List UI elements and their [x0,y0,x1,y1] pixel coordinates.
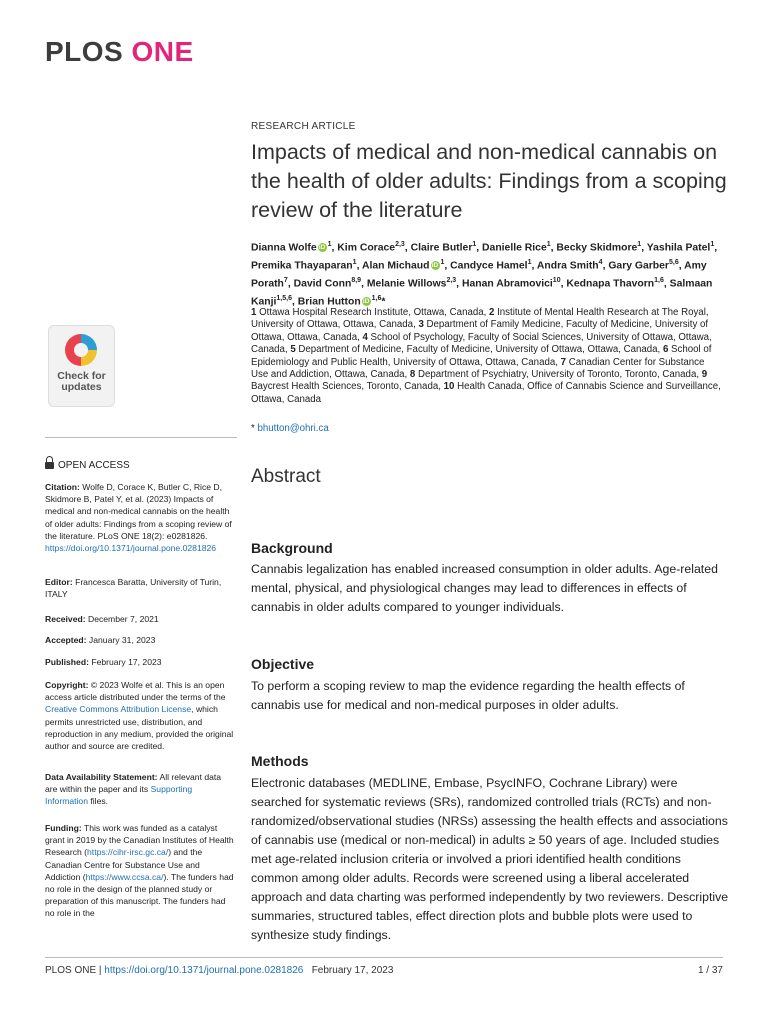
author-name[interactable]: , Melanie Willows [361,278,447,290]
author-name[interactable]: , Hanan Abramovici [456,278,553,290]
background-paragraph: Cannabis legalization has enabled increased consumption in older adults. Age-related mental, physical, and physiological changes may lead to differences in effects of cannabis in older adults compared to younger individuals. [251,562,718,614]
open-access-text: OPEN ACCESS [58,460,130,471]
journal-name-part2: ONE [131,36,194,67]
author-name[interactable]: , Gary Garber [602,260,669,272]
author-sup: 1 [637,241,642,248]
supporting-information-link[interactable]: Supporting Information [45,784,193,807]
affil-text: Department of Family Medicine, Faculty of Medicine, University of Ottawa, Ottawa, Canada, [251,319,709,343]
author-name[interactable]: , Salmaan Kanji [251,278,713,308]
open-lock-icon [45,462,54,469]
footer-divider [45,957,723,958]
data-availability-text: All relevant data are within the paper and its [45,772,222,795]
data-availability-block [45,771,235,808]
check-for-updates-badge[interactable] [48,325,115,407]
cihr-link[interactable]: https://cihr-irsc.gc.ca/ [87,847,169,858]
affil-num: 8 [409,369,416,381]
affil-num: 2 [489,307,495,318]
footer-separator: | [96,965,105,976]
data-availability-text: files. [88,796,109,807]
citation-label: Citation: [45,482,80,492]
author-name[interactable]: , Amy Porath [251,260,707,290]
author-name[interactable]: , David Conn [287,278,352,290]
abstract-heading: Abstract [251,466,321,487]
orcid-icon[interactable]: iD [362,298,370,306]
affil-num: 10 [443,381,455,393]
author-name[interactable]: , Kim Corace [331,242,396,254]
author-sup: 7 [283,276,288,284]
corresponding-author [251,423,329,434]
citation-text: Wolfe D, Corace K, Butler C, Rice D, Skidmore B, Patel Y, et al. (2023) Impacts of medical and non-medical cannabis on the health of older adults: Findings from a scoping review of the literature. PLoS ONE 18(2): e0281826. [45,482,232,541]
journal-logo[interactable] [45,36,194,68]
copyright-text: © 2023 Wolfe et al. This is an open access article distributed under the terms of the [45,680,226,703]
received-date: December 7, 2021 [85,614,159,624]
author-name[interactable]: , Premika Thayaparan [251,242,718,272]
author-name[interactable]: , Andra Smith [531,260,599,272]
author-sup: 4 [598,258,603,266]
check-updates-icon [65,334,97,366]
data-availability-label: Data Availability Statement: [45,772,158,782]
author-sup: 1 [440,258,445,266]
affil-text: Department of Psychiatry, University of Toronto, Toronto, Canada, [415,369,702,381]
author-sup: 10 [552,276,561,284]
author-sup: 5,6 [668,258,679,266]
accepted-date: January 31, 2023 [86,635,156,645]
published-block [45,656,235,668]
citation-block [45,481,235,554]
orcid-icon[interactable]: iD [431,262,439,270]
article-type: RESEARCH ARTICLE [251,121,356,132]
check-updates-text [49,371,114,393]
copyright-label: Copyright: [45,680,89,690]
editor-label: Editor: [45,577,73,587]
author-sup: 1 [472,241,477,248]
affil-text: Ottawa Hospital Research Institute, Ottawa, Canada, [256,307,490,318]
check-updates-line1: Check for [57,370,106,382]
affil-num: 1 [251,307,257,318]
ccsa-link[interactable]: https://www.ccsa.ca/ [85,871,164,882]
author-sup: 1,6 [654,276,664,284]
author-name[interactable]: , Danielle Rice [476,242,547,254]
received-block [45,613,235,625]
corresponding-email-link[interactable]: bhutton@ohri.ca [257,423,329,434]
methods-paragraph: Electronic databases (MEDLINE, Embase, PsycINFO, Cochrane Library) were searched for systematic reviews (SRs), randomized controlled trials (RCTs) and non-randomized/observational studies (NRSs) assessing the health effects and associations of cannabis use (medical or non-medical) in adults ≥ 50 years of age. Included studies met age-related inclusion criteria or involved a priori identified health conditions common among older adults. Records were screened using a liberal accelerated approach and data charting was performed independently by two reviewers. Descriptive summaries, structured tables, effect direction plots and bubble plots were used to synthesize study findings. [251,776,729,942]
page-number: 1 / 37 [697,965,723,976]
author-sup: 1 [527,258,532,266]
funding-text: This work was funded as a catalyst grant in 2019 by the Canadian Institutes of Health Research ( [45,823,234,858]
author-sup: 1 [546,241,551,248]
author-sup: 1,5,6 [276,294,292,302]
affil-num: 4 [362,331,368,343]
author-sup: 8,9 [351,276,362,284]
affil-text: Institute of Mental Health Research at The Royal, University of Ottawa, Ottawa, Canada, [251,307,709,331]
background-heading: Background [251,540,333,556]
funding-label: Funding: [45,823,82,833]
affil-num: 3 [418,319,424,331]
accepted-label: Accepted: [45,635,87,645]
affil-text: Department of Medicine, Faculty of Medicine, University of Ottawa, Ottawa, Canada, [295,344,663,356]
author-sup: 1,6 [371,294,382,302]
author-name[interactable]: , Becky Skidmore [550,242,638,254]
author-name[interactable]: , Brian Hutton [291,296,361,308]
corresponding-star: * [381,296,386,308]
author-name[interactable]: , Kednapa Thavorn [560,278,655,290]
license-link[interactable]: Creative Commons Attribution License [45,704,192,715]
funding-text: ). The funders had no role in the design of the planned study or preparation of this manuscript. The funders had no role in the [45,871,234,919]
author-sup: 1 [352,258,357,266]
editor-text: Francesca Baratta, University of Turin, ITALY [45,577,222,600]
author-sup: 2,3 [446,276,457,284]
footer-doi-link[interactable]: https://doi.org/10.1371/journal.pone.0281826 [104,965,304,976]
editor-block [45,576,235,600]
affil-num: 7 [560,356,567,368]
author-name[interactable]: , Candyce Hamel [444,260,528,272]
received-label: Received: [45,614,86,624]
affil-num: 9 [701,369,708,381]
author-sup: 2,3 [395,241,405,248]
author-sup: 1 [327,241,332,248]
citation-doi-link[interactable]: https://doi.org/10.1371/journal.pone.0281826 [45,543,217,554]
methods-heading: Methods [251,753,309,769]
journal-name-part1: PLOS [45,36,124,67]
affil-num: 5 [290,344,296,356]
open-access-label [45,460,130,471]
author-name[interactable]: Dianna Wolfe [251,242,317,254]
funding-block [45,822,235,920]
objective-heading: Objective [251,656,315,672]
check-updates-line2: updates [61,381,102,393]
corresponding-star: * [251,423,255,434]
footer [45,965,393,976]
funding-text: ) and the Canadian Centre for Substance Use and Addiction ( [45,847,203,882]
published-date: February 17, 2023 [88,657,162,667]
author-name[interactable]: , Claire Butler [404,242,473,254]
copyright-block [45,679,235,752]
author-sup: 1 [710,241,715,248]
accepted-block [45,634,235,646]
affil-text: Canadian Center for Substance Use and Addiction, Ottawa, Canada, [251,356,705,381]
author-name[interactable]: , Yashila Patel [641,242,711,254]
affil-num: 6 [662,344,669,356]
copyright-text: , which permits unrestricted use, distribution, and reproduction in any medium, provided the original author and source are credited. [45,704,234,752]
affil-text: School of Epidemiology and Public Health, University of Ottawa, Ottawa, Canada, [251,344,712,368]
sidebar-divider [45,437,237,438]
footer-journal: PLOS ONE [45,965,97,976]
affiliations [251,307,723,406]
objective-paragraph: To perform a scoping review to map the evidence regarding the health effects of cannabis use for medical and non-medical purposes in older adults. [251,679,685,712]
affil-text: Health Canada, Office of Cannabis Science and Surveillance, Ottawa, Canada [251,381,721,405]
orcid-icon[interactable]: iD [318,244,326,252]
author-list [251,238,721,310]
author-name[interactable]: , Alan Michaud [356,260,430,272]
affil-text: Baycrest Health Sciences, Toronto, Canada, [251,381,444,393]
affil-text: School of Psychology, Faculty of Social Sciences, University of Ottawa, Ottawa, Canada, [251,331,712,356]
article-title: Impacts of medical and non-medical cannabis on the health of older adults: Findings from a scoping review of the literature [251,140,727,222]
footer-date: February 17, 2023 [311,965,394,976]
published-label: Published: [45,657,89,667]
